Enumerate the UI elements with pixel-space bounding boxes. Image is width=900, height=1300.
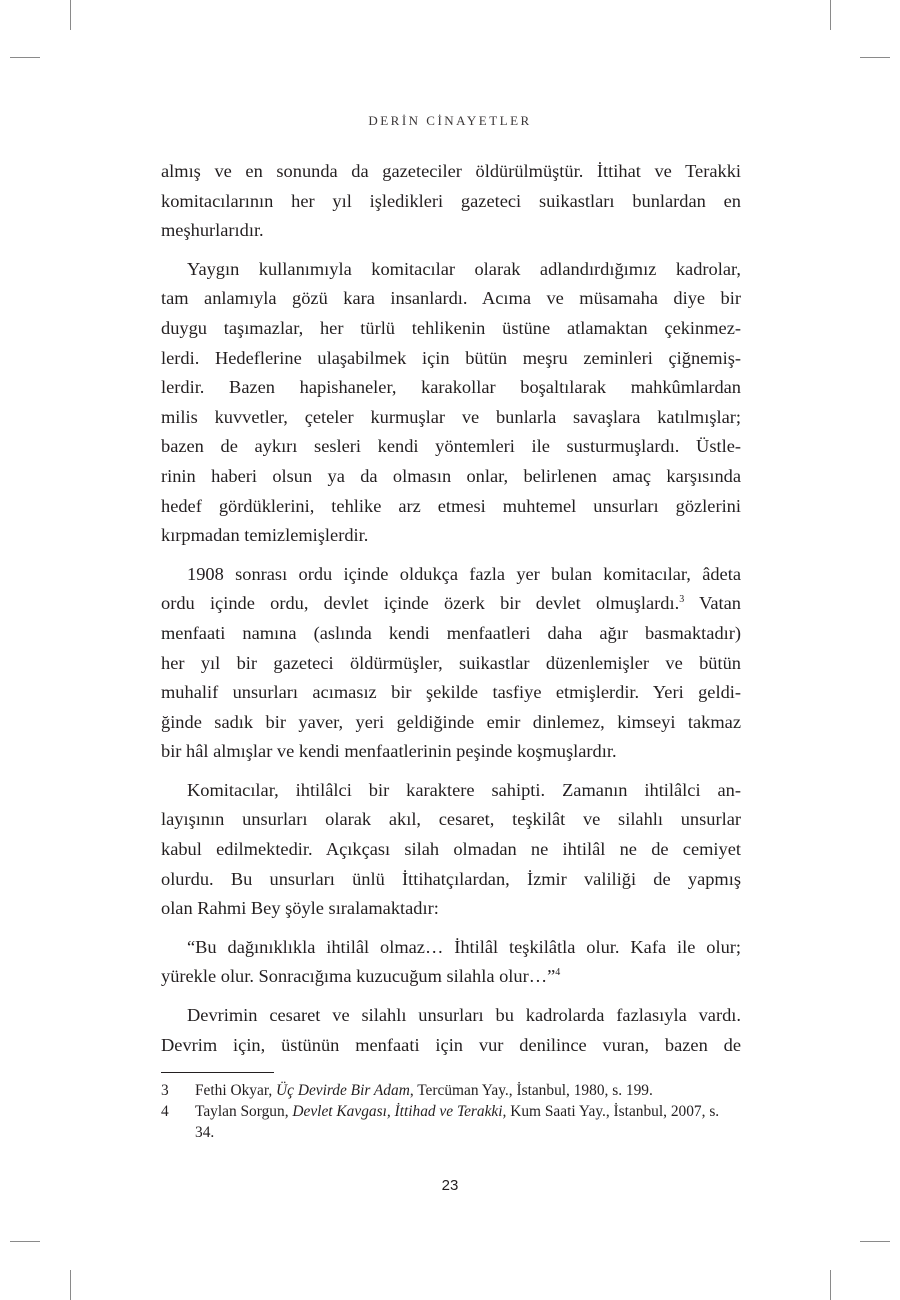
text-line: “Bu dağınıklıkla ihtilâl olmaz… İhtilâl teşkilâtla olur. Kafa ile olur; bbox=[187, 936, 741, 957]
footnote-author: Taylan Sorgun, bbox=[195, 1103, 293, 1120]
text-segment: ordu içinde ordu, devlet içinde özerk bir devlet olmuşlardı. bbox=[161, 593, 680, 614]
footnote-text bbox=[195, 1080, 741, 1101]
paragraph bbox=[161, 157, 741, 246]
crop-mark bbox=[860, 57, 890, 58]
text-line: komitacılarının her yıl işledikleri gazeteci suikastları bunlardan en bbox=[161, 190, 741, 211]
paragraph bbox=[161, 1001, 741, 1060]
text-line: meşhurlarıdır. bbox=[161, 220, 264, 241]
text-line: rinin haberi olsun ya da olmasın onlar, belirlenen amaç karşısında bbox=[161, 465, 741, 486]
footnote-rest: , Tercüman Yay., İstanbul, 1980, s. 199. bbox=[409, 1082, 653, 1099]
footnote-title: Üç Devirde Bir Adam bbox=[276, 1082, 410, 1099]
footnote-rest: Kum Saati Yay., İstanbul, 2007, s. 34. bbox=[195, 1103, 720, 1141]
text-line: Devrim için, üstünün menfaati için vur denilince vuran, bazen de bbox=[161, 1034, 741, 1055]
footnotes bbox=[161, 1080, 741, 1143]
footnote-author: Fethi Okyar, bbox=[195, 1082, 277, 1099]
text-line: hedef gördüklerini, tehlike arz etmesi muhtemel unsurları gözlerini bbox=[161, 495, 741, 516]
text-line bbox=[161, 962, 741, 992]
text-line: menfaati namına (aslında kendi menfaatleri daha ağır basmaktadır) bbox=[161, 622, 741, 643]
quotation bbox=[161, 933, 741, 992]
page-number: 23 bbox=[441, 1177, 459, 1194]
text-line: 1908 sonrası ordu içinde oldukça fazla yer bulan komitacılar, âdeta bbox=[187, 563, 741, 584]
footnote-divider bbox=[161, 1072, 274, 1073]
text-line: kırpmadan temizlemişlerdir. bbox=[161, 525, 369, 546]
text-line bbox=[161, 589, 741, 619]
crop-mark bbox=[70, 0, 71, 30]
footnote-reference[interactable]: 3 bbox=[679, 594, 685, 606]
text-line: Devrimin cesaret ve silahlı unsurları bu kadrolarda fazlasıyla vardı. bbox=[187, 1005, 741, 1026]
text-line: muhalif unsurları acımasız bir şekilde tasfiye etmişlerdir. Yeri geldi- bbox=[161, 682, 741, 703]
text-line: lerdir. Bazen hapishaneler, karakollar boşaltılarak mahkûmlardan bbox=[161, 377, 741, 398]
paragraph bbox=[161, 776, 741, 924]
text-line: bazen de aykırı sesleri kendi yöntemleri ile susturmuşlardı. Üstle- bbox=[161, 436, 741, 457]
text-line: Yaygın kullanımıyla komitacılar olarak adlandırdığımız kadrolar, bbox=[187, 258, 741, 279]
text-line: olan Rahmi Bey şöyle sıralamaktadır: bbox=[161, 898, 439, 919]
text-line: lerdi. Hedeflerine ulaşabilmek için bütün meşru zeminleri çiğnemiş- bbox=[161, 347, 741, 368]
crop-mark bbox=[70, 1270, 71, 1300]
crop-mark bbox=[830, 1270, 831, 1300]
text-line: duygu taşımazlar, her türlü tehlikenin üstüne atlamaktan çekinmez- bbox=[161, 317, 741, 338]
footnote bbox=[161, 1101, 741, 1143]
crop-mark bbox=[830, 0, 831, 30]
text-line: ğinde sadık bir yaver, yeri geldiğinde emir dinlemez, kimseyi takmaz bbox=[161, 711, 741, 732]
crop-mark bbox=[10, 57, 40, 58]
text-segment: Vatan bbox=[684, 593, 741, 614]
footnote-reference[interactable]: 4 bbox=[555, 967, 561, 979]
paragraph bbox=[161, 560, 741, 767]
running-head: DERİN CİNAYETLER bbox=[368, 113, 532, 128]
text-segment: yürekle olur. Sonracığıma kuzucuğum silahla olur…” bbox=[161, 966, 556, 987]
text-line: bir hâl almışlar ve kendi menfaatlerinin peşinde koşmuşlardır. bbox=[161, 741, 617, 762]
footnote-title: Devlet Kavgası, İttihad ve Terakki, bbox=[292, 1103, 507, 1120]
text-line: tam anlamıyla gözü kara insanlardı. Acıma ve müsamaha diye bir bbox=[161, 288, 741, 309]
body-text bbox=[161, 157, 741, 1060]
text-line: olurdu. Bu unsurları ünlü İttihatçılardan, İzmir valiliği de yapmış bbox=[161, 868, 741, 889]
crop-mark bbox=[10, 1241, 40, 1242]
footnote-text bbox=[195, 1101, 741, 1143]
crop-mark bbox=[860, 1241, 890, 1242]
text-line: her yıl bir gazeteci öldürmüşler, suikastlar düzenlemişler ve bütün bbox=[161, 652, 741, 673]
text-line: layışının unsurları olarak akıl, cesaret, teşkilât ve silahlı unsurlar bbox=[161, 809, 741, 830]
text-line: almış ve en sonunda da gazeteciler öldürülmüştür. İttihat ve Terakki bbox=[161, 161, 741, 181]
footnote-number: 3 bbox=[161, 1082, 169, 1099]
text-line: kabul edilmektedir. Açıkçası silah olmadan ne ihtilâl ne de cemiyet bbox=[161, 839, 741, 860]
text-line: milis kuvvetler, çeteler kurmuşlar ve bunlarla savaşlara katılmışlar; bbox=[161, 406, 741, 427]
footnote-number: 4 bbox=[161, 1103, 169, 1120]
footnote bbox=[161, 1080, 741, 1101]
paragraph bbox=[161, 255, 741, 551]
text-line: Komitacılar, ihtilâlci bir karaktere sahipti. Zamanın ihtilâlci an- bbox=[187, 779, 741, 800]
